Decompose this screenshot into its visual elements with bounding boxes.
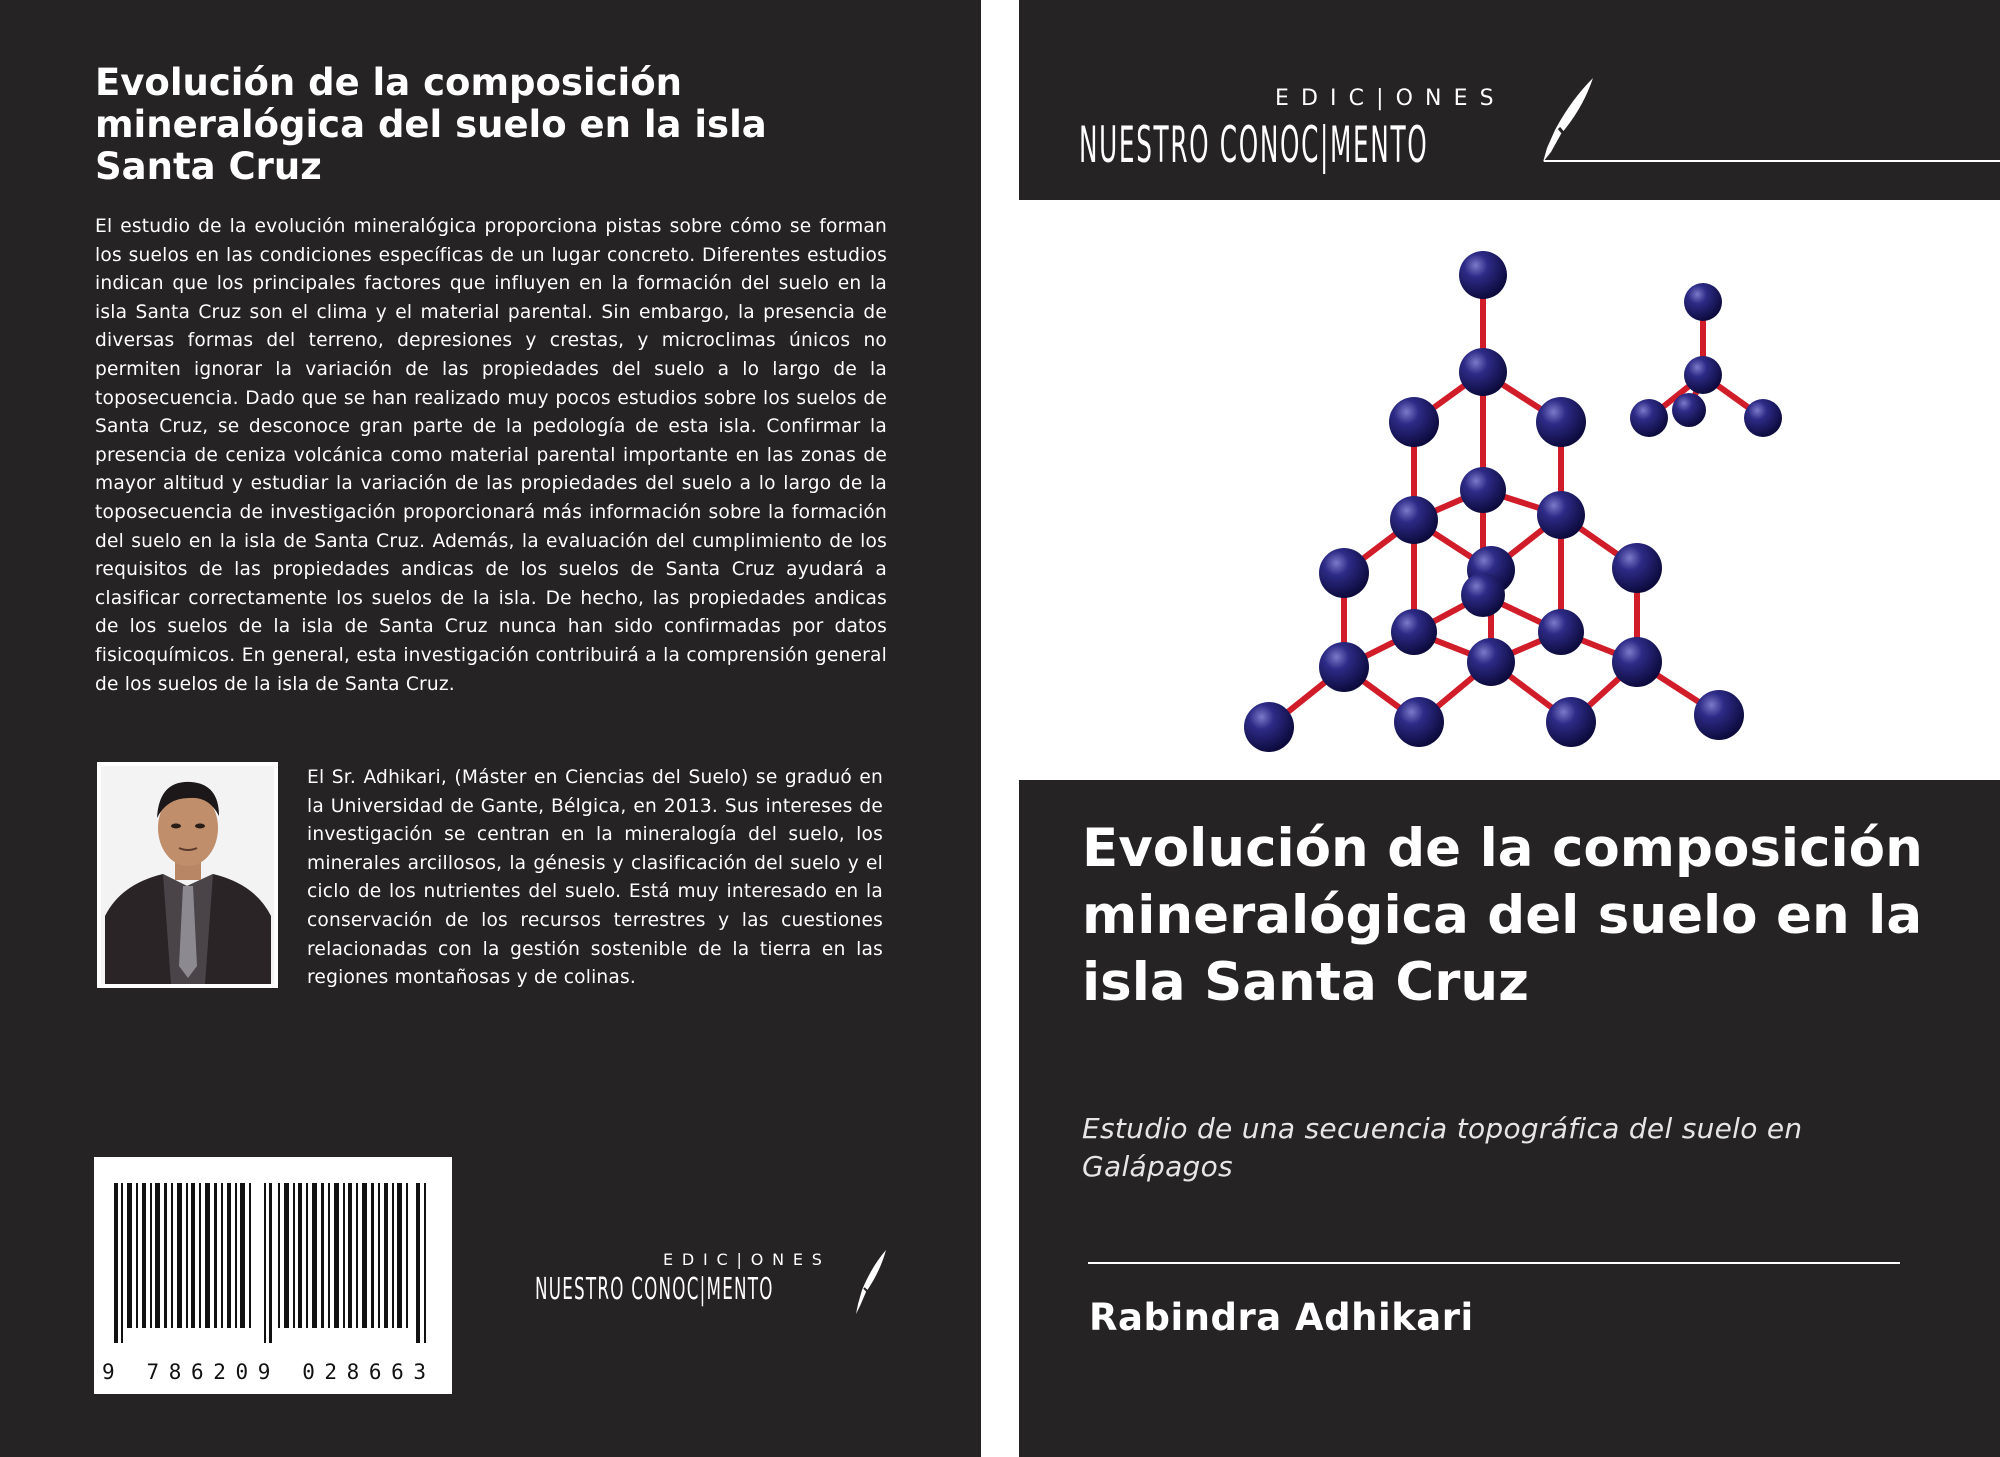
front-cover-subtitle: Estudio de una secuencia topográfica del suelo en Galápagos — [1082, 1112, 1803, 1183]
publisher-underline — [1544, 160, 2000, 162]
front-cover-title: Evolución de la composición mineralógica del suelo en la isla Santa Cruz — [1082, 818, 1923, 1013]
fountain-pen-nib-icon — [1531, 74, 1601, 164]
author-bio: El Sr. Adhikari, (Máster en Ciencias del Suelo) se graduó en la Universidad de Gante, Bélgica, en 2013. Sus intereses de investigación se centran en la mineralogía del suelo, los minerales arcillosos, la génesis y clasificación del suelo y el ciclo de los nutrientes del suelo. Está muy interesado en la conservación de los recursos terrestres y las cuestiones relacionadas con la gestión sostenible de la tierra en las regiones montañosas y de colinas. — [307, 767, 883, 989]
author-portrait-drawing — [101, 766, 274, 984]
publisher-line1: EDIC|ONES — [663, 1250, 831, 1269]
publisher-logo-small — [535, 1250, 905, 1320]
publisher-logo — [1079, 86, 1979, 186]
fountain-pen-nib-icon — [850, 1248, 890, 1318]
barcode-number: 9 786209 028663 — [102, 1360, 436, 1384]
back-cover-blurb: El estudio de la evolución mineralógica proporciona pistas sobre cómo se forman los suelos en las condiciones específicas de un lugar concreto. Diferentes estudios indican que los principales factores que influyen en la formación del suelo en la isla Santa Cruz son el clima y el material parental. Sin embargo, la presencia de diversas formas del terreno, depresiones y crestas, y microclimas únicos no permiten ignorar la variación de las propiedades del suelo a lo largo de la toposecuencia. Dado que se han realizado muy pocos estudios sobre los suelos de Santa Cruz, se desconoce gran parte de la pedología de esta isla. Confirmar la presencia de ceniza volcánica como material parental importante en las zonas de mayor altitud y estudiar la variación de las propiedades del suelo a lo largo de la toposecuencia de investigación proporcionará más información sobre la formación del suelo en la isla de Santa Cruz. Además, la evaluación del cumplimiento de los requisitos de las propiedades andicas de los suelos de Santa Cruz ayudará a clasificar correctamente los suelos de la isla. De hecho, las propiedades andicas de los suelos de la isla de Santa Cruz nunca han sido confirmadas por datos fisicoquímicos. En general, esta investigación contribuirá a la comprensión general de los suelos de la isla de Santa Cruz. — [95, 216, 887, 695]
front-cover-header — [1019, 0, 2000, 200]
publisher-line1: EDIC|ONES — [1275, 86, 1506, 111]
front-cover-author: Rabindra Adhikari — [1089, 1296, 1474, 1339]
spine — [981, 0, 1019, 1457]
barcode — [94, 1157, 452, 1394]
back-cover — [0, 0, 981, 1457]
molecule-svg — [1019, 200, 2000, 780]
back-cover-title: Evolución de la composición mineralógica del suelo en la isla Santa Cruz — [95, 61, 767, 188]
author-portrait — [97, 762, 278, 988]
title-divider — [1088, 1262, 1900, 1264]
publisher-line2: NUESTRO CONOC|MENTO — [535, 1272, 774, 1307]
molecule-illustration — [1019, 200, 2000, 780]
barcode-bars — [94, 1157, 452, 1357]
publisher-line2: NUESTRO CONOC|MENTO — [1079, 116, 1429, 174]
